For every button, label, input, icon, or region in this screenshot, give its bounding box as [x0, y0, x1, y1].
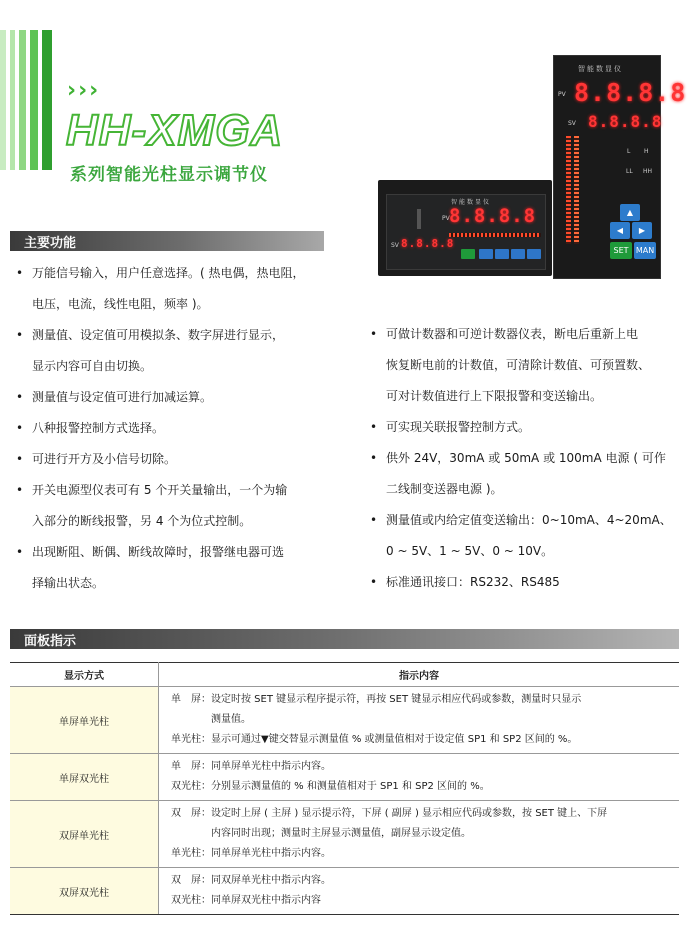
pv-display: 8.8.8.8 — [449, 205, 537, 227]
bargraph — [449, 233, 541, 237]
list-item: • 标准通讯接口：RS232、RS485 — [366, 567, 684, 598]
content-cell — [159, 687, 680, 754]
list-item-cont: 恢复断电前的计数值，可清除计数值、可预置数、 — [386, 358, 651, 372]
content-line: 内容同时出现；测量时主屏显示测量值，副屏显示设定值。 — [171, 828, 471, 839]
mode-cell: 双屏单光柱 — [10, 801, 159, 868]
table-row — [10, 687, 679, 754]
down-arrow-button[interactable] — [495, 249, 509, 259]
panel-title: 面板指示 — [24, 634, 77, 649]
list-item: • 开关电源型仪表可有 5 个开关量输出，一个为输 — [12, 475, 342, 506]
vertical-instrument-image — [553, 55, 687, 279]
list-item: • 测量值与设定值可进行加减运算。 — [12, 382, 342, 413]
features-right-list — [366, 319, 684, 598]
table-header-mode: 显示方式 — [10, 663, 159, 687]
set-button[interactable] — [461, 249, 475, 259]
content-line: 单光柱：显示可通过▼键交替显示测量值 % 或测量值相对于设定值 SP1 和 SP2 区间的 %。 — [171, 734, 578, 745]
list-item-cont: 可对计数值进行上下限报警和变送输出。 — [386, 389, 603, 403]
content-line: 双光柱：分别显示测量值的 % 和测量值相对于 SP1 和 SP2 区间的 %。 — [171, 781, 490, 792]
indicator-h: H — [644, 148, 649, 155]
list-item: • 出现断阻、断偶、断线故障时，报警继电器可选 — [12, 537, 342, 568]
set-button[interactable]: SET — [610, 242, 632, 259]
man-button[interactable] — [527, 249, 541, 259]
man-button[interactable]: MAN — [634, 242, 656, 259]
features-left-list — [12, 258, 342, 599]
list-item: • 测量值、设定值可用模拟条、数字屏进行显示， — [12, 320, 342, 351]
content-line: 测量值。 — [171, 714, 251, 725]
list-item: • 测量值或内给定值变送输出：0~10mA、4~20mA、 — [366, 505, 684, 536]
indicator-l: L — [627, 148, 631, 155]
list-item-cont: 二线制变送器电源 )。 — [386, 482, 503, 496]
up-arrow-button[interactable] — [511, 249, 525, 259]
content-line: 单 屏：设定时按 SET 键显示程序提示符，再按 SET 键显示相应代码或参数，测量时只显示 — [171, 694, 582, 705]
sv-label: SV — [568, 120, 576, 127]
instrument-face — [386, 194, 546, 270]
left-arrow-button[interactable]: ◀ — [610, 222, 630, 239]
content-line: 单光柱：同单屏单光柱中指示内容。 — [171, 848, 331, 859]
left-arrow-button[interactable] — [479, 249, 493, 259]
panel-indication-table — [10, 662, 679, 915]
table-row — [10, 868, 679, 915]
list-item-cont: 显示内容可自由切换。 — [32, 359, 153, 373]
up-arrow-button[interactable]: ▲ — [620, 204, 640, 221]
indicator-ll: LL — [626, 168, 633, 175]
pv-display: 8.8.8.8 — [574, 78, 687, 107]
device-title: 智能数显仪 — [578, 65, 623, 73]
list-item: • 可进行开方及小信号切除。 — [12, 444, 342, 475]
features-section-bar — [10, 231, 324, 251]
mode-cell: 双屏双光柱 — [10, 868, 159, 915]
table-row — [10, 801, 679, 868]
list-item-cont: 电压，电流，线性电阻，频率 )。 — [32, 297, 209, 311]
list-item: • 八种报警控制方式选择。 — [12, 413, 342, 444]
pv-label: PV — [442, 215, 450, 222]
sv-display: 8.8.8.8 — [588, 112, 663, 131]
list-item-cont: 入部分的断线报警，另 4 个为位式控制。 — [32, 514, 252, 528]
list-item: • 供外 24V，30mA 或 50mA 或 100mA 电源 ( 可作 — [366, 443, 684, 474]
list-item-cont: 0 ~ 5V、1 ~ 5V、0 ~ 10V。 — [386, 544, 554, 558]
list-item: • 可做计数器和可逆计数器仪表，断电后重新上电 — [366, 319, 684, 350]
content-line: 双光柱：同单屏双光柱中指示内容 — [171, 895, 321, 906]
horizontal-instrument-image — [378, 180, 552, 276]
content-line: 双 屏：同双屏单光柱中指示内容。 — [171, 875, 331, 886]
table-header-content: 指示内容 — [159, 663, 680, 687]
bargraph-pv — [566, 136, 571, 244]
list-item: • 万能信号输入，用户任意选择。( 热电偶，热电阻， — [12, 258, 342, 289]
features-title: 主要功能 — [24, 236, 77, 251]
bargraph-sv — [574, 136, 579, 244]
content-cell — [159, 801, 680, 868]
panel-section-bar — [10, 629, 679, 649]
indicator-hh: HH — [643, 168, 653, 175]
led-column — [417, 209, 421, 229]
list-item-cont: 择输出状态。 — [32, 576, 105, 590]
product-subtitle: 系列智能光柱显示调节仪 — [70, 165, 268, 185]
green-stripe-decoration — [0, 30, 52, 170]
pv-label: PV — [558, 91, 566, 98]
content-cell — [159, 754, 680, 801]
device-title: 智能数显仪 — [451, 199, 492, 206]
mode-cell: 单屏单光柱 — [10, 687, 159, 754]
sv-label: SV — [391, 242, 399, 249]
mode-cell: 单屏双光柱 — [10, 754, 159, 801]
content-line: 单 屏：同单屏单光柱中指示内容。 — [171, 761, 331, 772]
right-arrow-button[interactable]: ▶ — [632, 222, 652, 239]
list-item: • 可实现关联报警控制方式。 — [366, 412, 684, 443]
content-cell — [159, 868, 680, 915]
table-row — [10, 754, 679, 801]
product-model: HH-XMGA — [66, 106, 284, 155]
sv-display: 8.8.8.8 — [401, 237, 455, 250]
content-line: 双 屏：设定时上屏 ( 主屏 ) 显示提示符，下屏 ( 副屏 ) 显示相应代码或参数，按 SET 键上、下屏 — [171, 808, 608, 819]
chevron-icon: ››› — [67, 78, 101, 103]
